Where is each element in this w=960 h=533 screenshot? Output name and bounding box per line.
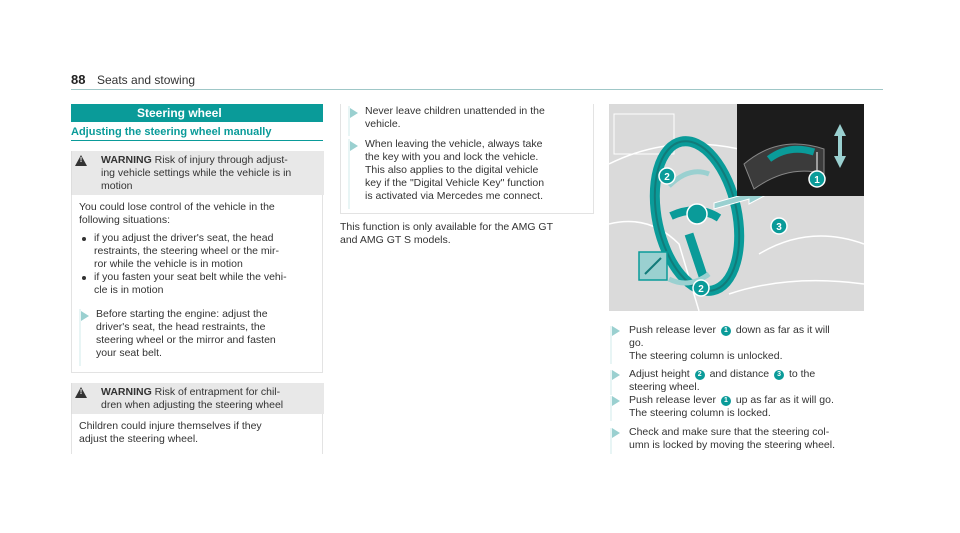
- warning-1-bullet-1: [94, 232, 319, 271]
- step-arrow-icon: [350, 108, 358, 118]
- middle-step-1: [365, 105, 590, 131]
- warning-2-heading: [101, 386, 321, 412]
- warning-triangle-icon: !: [75, 155, 87, 166]
- warning-2-left-rule: [71, 414, 72, 454]
- bullet-icon: [82, 237, 86, 241]
- warning-1-right-rule: [322, 195, 323, 372]
- callout-2-badge: 2: [695, 370, 705, 380]
- illustration-svg: [609, 104, 864, 311]
- steering-wheel-illustration: [609, 104, 864, 311]
- step-arrow-icon: [612, 396, 620, 406]
- step-arrow-icon: [81, 311, 89, 321]
- callout-1-icon: [809, 171, 825, 187]
- instruction-line: The steering column is locked.: [629, 407, 771, 419]
- body-line: adjust the steering wheel.: [79, 433, 199, 445]
- svg-text:2: 2: [664, 172, 670, 183]
- warning-2-line-1: Risk of entrapment for chil-: [154, 386, 281, 398]
- instruction-text: up as far as it will go.: [735, 394, 834, 406]
- instruction-2: [629, 368, 869, 394]
- middle-box-left-rule: [340, 104, 341, 214]
- warning-2-right-rule: [322, 414, 323, 454]
- warning-2-label: WARNING: [101, 386, 152, 398]
- callout-1-badge: 1: [721, 396, 731, 406]
- warning-1-bullet-2: [94, 271, 319, 297]
- step-arrow-icon: [350, 141, 358, 151]
- chapter-title: Seats and stowing: [97, 73, 196, 87]
- step-line: This also applies to the digital vehicle: [365, 164, 539, 176]
- instruction-text: to the: [788, 368, 816, 380]
- note-line: and AMG GT S models.: [340, 234, 451, 246]
- instruction-line: go.: [629, 337, 644, 349]
- header-divider: [71, 89, 883, 90]
- intro-line: following situations:: [79, 214, 171, 226]
- bullet-line: if you adjust the driver's seat, the head: [94, 232, 274, 244]
- warning-1-step: [96, 308, 321, 360]
- instruction-line: The steering column is unlocked.: [629, 350, 783, 362]
- warning-1-bottom-rule: [71, 372, 323, 373]
- step-arrow-icon: [612, 428, 620, 438]
- svg-text:1: 1: [814, 175, 820, 186]
- bullet-icon: [82, 276, 86, 280]
- middle-step-2: [365, 138, 590, 203]
- instruction-text: Adjust height: [629, 368, 690, 380]
- middle-box-bottom-rule: [340, 213, 594, 214]
- callout-2-icon: [659, 168, 675, 184]
- instruction-1: [629, 324, 869, 363]
- step-arrow-icon: [612, 326, 620, 336]
- warning-1-heading: [101, 154, 321, 193]
- step-arrow-icon: [612, 370, 620, 380]
- step-line: Before starting the engine: adjust the: [96, 308, 268, 320]
- instruction-line: steering wheel.: [629, 381, 700, 393]
- availability-note: [340, 221, 594, 247]
- step-line: Never leave children unattended in the: [365, 105, 545, 117]
- callout-3-icon: [771, 218, 787, 234]
- warning-1-line-1: Risk of injury through adjust-: [154, 154, 288, 166]
- bullet-line: ror while the vehicle is in motion: [94, 258, 243, 270]
- warning-1-label: WARNING: [101, 154, 152, 166]
- instruction-text: down as far as it will: [735, 324, 830, 336]
- warning-1-intro: [79, 201, 319, 227]
- section-subtitle: Adjusting the steering wheel manually: [71, 126, 272, 138]
- bullet-line: if you fasten your seat belt while the vehi-: [94, 271, 287, 283]
- subtitle-divider: [71, 140, 323, 141]
- svg-text:2: 2: [698, 284, 704, 295]
- warning-1-line-3: motion: [101, 180, 133, 192]
- step-line: your seat belt.: [96, 347, 162, 359]
- instruction-line: umn is locked by moving the steering wheel.: [629, 439, 836, 451]
- middle-box-right-rule: [593, 104, 594, 214]
- warning-2-body: [79, 420, 319, 446]
- body-line: Children could injure themselves if they: [79, 420, 262, 432]
- section-title: Steering wheel: [71, 104, 323, 122]
- intro-line: You could lose control of the vehicle in the: [79, 201, 275, 213]
- instruction-text: Push release lever: [629, 394, 716, 406]
- warning-1-line-2: ing vehicle settings while the vehicle is in: [101, 167, 292, 179]
- step-line: steering wheel or the mirror and fasten: [96, 334, 276, 346]
- warning-1-left-rule: [71, 195, 72, 372]
- step-line: is activated via Mercedes me connect.: [365, 190, 543, 202]
- warning-triangle-icon: !: [75, 387, 87, 398]
- callout-1-badge: 1: [721, 326, 731, 336]
- instruction-4: [629, 426, 869, 452]
- page-number: 88: [71, 72, 86, 87]
- instruction-text: Push release lever: [629, 324, 716, 336]
- step-line: key if the "Digital Vehicle Key" function: [365, 177, 545, 189]
- instruction-line: Check and make sure that the steering col-: [629, 426, 830, 438]
- warning-2-line-2: dren when adjusting the steering wheel: [101, 399, 284, 411]
- callout-2b-icon: [693, 280, 709, 296]
- bullet-line: cle is in motion: [94, 284, 164, 296]
- step-line: driver's seat, the head restraints, the: [96, 321, 266, 333]
- step-line: the key with you and lock the vehicle.: [365, 151, 539, 163]
- step-line: vehicle.: [365, 118, 401, 130]
- svg-text:3: 3: [776, 222, 782, 233]
- bullet-line: restraints, the steering wheel or the mir-: [94, 245, 279, 257]
- instruction-3: [629, 394, 869, 420]
- instruction-text: and distance: [709, 368, 770, 380]
- callout-3-badge: 3: [774, 370, 784, 380]
- note-line: This function is only available for the AMG GT: [340, 221, 554, 233]
- step-line: When leaving the vehicle, always take: [365, 138, 543, 150]
